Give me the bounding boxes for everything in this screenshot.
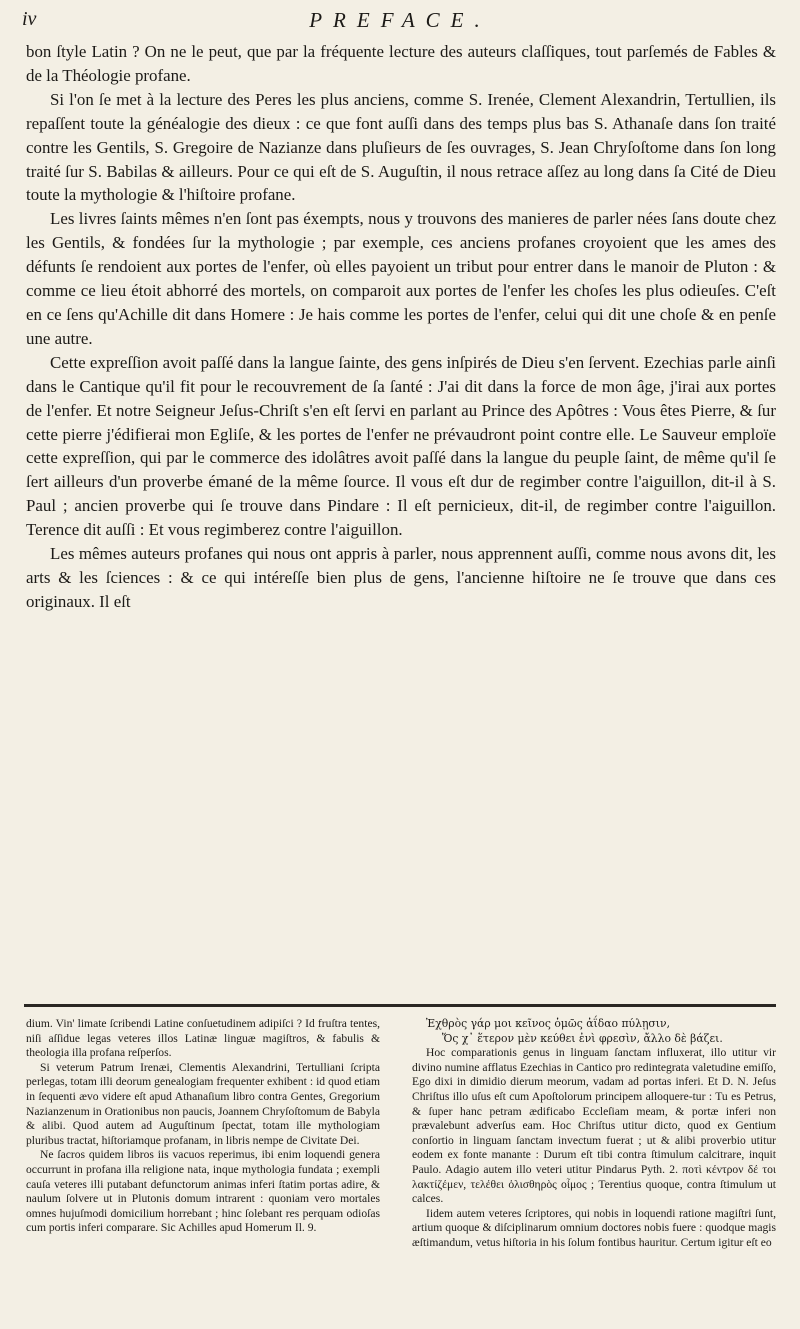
running-title: PREFACE. [309, 8, 491, 32]
running-head [22, 8, 778, 34]
footnotes-left-column [26, 1017, 380, 1236]
main-text [26, 40, 776, 614]
main-paragraph-4: Cette expreſſion avoit paſſé dans la langue ſainte, des gens inſpirés de Dieu s'en ſervent. Ezechias parle ainſi dans le Cantique qu'il fit pour le recouvrement de ſa ſanté : J'ai dit dans la force de mon âge, j'irai aux portes de l'enfer. Et notre Seigneur Jeſus-Chriſt s'en eſt ſervi en parlant au Prince des Apôtres : Vous êtes Pierre, & ſur cette pierre j'édifierai mon Egliſe, & les portes de l'enfer ne prévaudront point contre elle. Le Sauveur emploïe cette expreſſion, qui par le commerce des idolâtres avoit paſſé dans la langue du peuple ſaint, de même qu'il ſe ſert ailleurs d'un proverbe émané de la même ſource. Il vous eſt dur de regimber contre l'aiguillon, dit-il à S. Paul ; ancien proverbe qui ſe trouve dans Pindare : Il eſt pernicieux, dit-il, de regimber contre l'aiguillon. Terence dit auſſi : Et vous regimberez contre l'aiguillon. [26, 352, 776, 540]
main-paragraph-2: Si l'on ſe met à la lecture des Peres les plus anciens, comme S. Irenée, Clement Alexandrin, Tertullien, ils repaſſent toute la généalogie des dieux : ce que font auſſi dans des temps plus bas S. Athanaſe dans ſon traité contre les Gentils, S. Gregoire de Nazianze dans pluſieurs de ſes ouvrages, S. Jean Chryſoſtome dans ſon long traité ſur S. Babilas & ailleurs. Pour ce qui eſt de S. Auguſtin, il nous retrace aſſez au long dans ſa Cité de Dieu toute la mythologie & l'hiſtoire profane. [26, 89, 776, 205]
main-paragraph-3: Les livres ſaints mêmes n'en ſont pas éxempts, nous y trouvons des manieres de parler nées ſans doute chez les Gentils, & fondées ſur la mythologie ; par exemple, ces anciens profanes croyoient que les ames des défunts ſe rendoient aux portes de l'enfer, où elles payoient un tribut pour entrer dans le manoir de Pluton : & comme ce lieu étoit abhorré des mortels, on comparoit aux portes de l'enfer les choſes les plus odieuſes. C'eſt en ce ſens qu'Achille dit dans Homere : Je hais comme les portes de l'enfer, celui qui dit une choſe & en penſe une autre. [26, 209, 776, 348]
footnote-left-paragraph-1: dium. Vin' limate ſcribendi Latine conſuetudinem adipiſci ? Id fruſtra tentes, niſi aſſidue legas veteres illos Latinæ linguæ magiſtros, & fabulis & theologia illa profana reſperſos. [26, 1017, 380, 1060]
footnote-left-paragraph-3: Ne ſacros quidem libros iis vacuos reperimus, ibi enim loquendi genera occurrunt in profana illa religione nata, inque mythologia fundata ; exempli cauſa veteres illi putabant defunctorum animas inferi ſtatim portas adire, & naulum ſolvere ut in Plutonis domum intrarent : quoniam vero mortales omnes hujuſmodi domicilium horrebant ; hinc ſolebant res perquam odioſas cum portis inferi comparare. Sic Achilles apud Homerum Il. 9. [26, 1148, 380, 1235]
greek-verse-2: Ὅς χ᾽ ἕτερον μὲν κεύθει ἐνὶ φρεσὶν, ἄλλο δὲ βάζει. [442, 1031, 723, 1045]
footnotes-right-column [412, 1017, 776, 1251]
main-paragraph-5: Les mêmes auteurs profanes qui nous ont appris à parler, nous apprennent auſſi, comme nous avons dit, les arts & les ſciences : & ce qui intéreſſe bien plus de gens, l'ancienne hiſtoire ne ſe trouve que dans ces originaux. Il eſt [26, 544, 776, 611]
footnote-left-paragraph-2: Si veterum Patrum Irenæi, Clementis Alexandrini, Tertulliani ſcripta perlegas, totam illi deorum genealogiam frequenter exhibent : id quod etiam in ſequenti ævo videre eſt apud Athanaſium libro contra Gentes, Gregorium Nazianzenum in Orationibus non paucis, Joannem Chryſoſtomum de Babyla & alibi. Quod autem ad Auguſtinum ſpectat, totam ille mythologiam pluribus tractat, hiſtoriamque profanam, in libris nempe de Civitate Dei. [26, 1060, 380, 1147]
greek-verse-1: Ἐχθρὸς γάρ μοι κεῖνος ὁμῶς ἀΐδαο πύλῃσιν, [426, 1017, 671, 1030]
page-number: iv [22, 8, 37, 30]
footnote-right-paragraph-2: Iidem autem veteres ſcriptores, qui nobis in loquendi ratione magiſtri ſunt, artium quoque & diſciplinarum omnium doctores nobis fuere : quodque magis æſtimandum, vetus hiſtoria in his ſolum fontibus hauritur. Certum igitur eſt eo [412, 1206, 776, 1249]
footnote-right-paragraph-1: Hoc comparationis genus in linguam ſanctam influxerat, illo utitur vir divino numine afflatus Ezechias in Cantico pro redintegrata valetudine emiſſo, Ego dixi in dimidio dierum meorum, vadam ad portas inferi. Et D. N. Jeſus Chriſtus illo uſus eſt cum Apoſtolorum principem alloquere-tur : Tu es Petrus, & ſuper hanc petram ædificabo Eccleſiam meam, & portæ inferi non prævalebunt adverſus eam. Hoc Chriſtus utitur dicto, quod ex Gentium conſortio in linguam ſanctam invectum fuerat ; ut & alibi proverbio utitur eodem ex fonte manante : Durum eſt tibi contra ſtimulum calcitrare, inquit Paulo. Adagio autem illo veteri utitur Pindarus Pyth. 2. ποτὶ κέντρον δέ τοι λακτίζέμεν, τελέθει ὀλισθηρὸς οἶμος ; Terentius quoque, contra ſtimulum ut calces. [412, 1046, 776, 1206]
main-paragraph-1: bon ſtyle Latin ? On ne le peut, que par la fréquente lecture des auteurs claſſiques, tout parſemés de Fables & de la Théologie profane. [26, 42, 776, 85]
homer-greek-quote [412, 1017, 776, 1046]
footnote-rule [24, 1004, 776, 1007]
